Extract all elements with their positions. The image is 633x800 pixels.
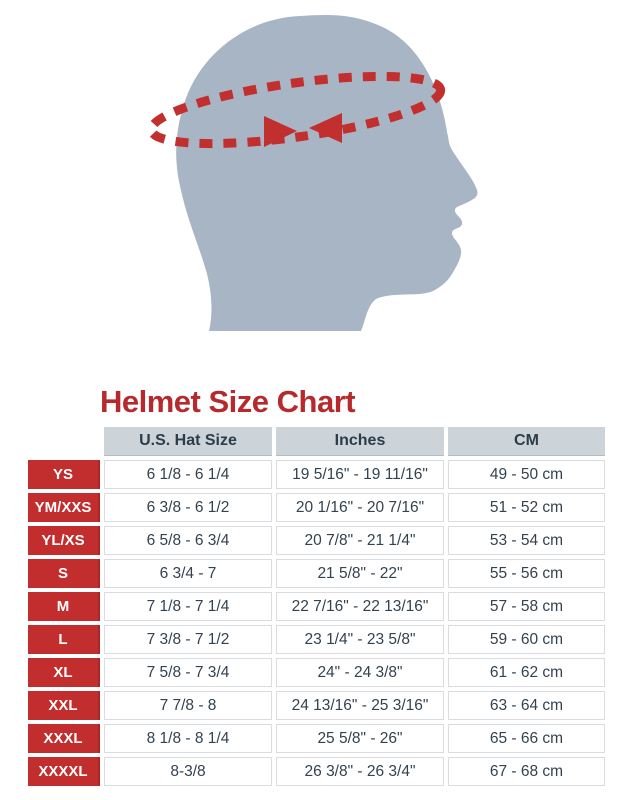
size-label-cell: YS	[28, 460, 100, 489]
inches-cell: 24" - 24 3/8"	[276, 658, 444, 687]
size-label-cell: L	[28, 625, 100, 654]
cm-cell: 63 - 64 cm	[448, 691, 605, 720]
inches-cell: 26 3/8" - 26 3/4"	[276, 757, 444, 786]
hat-size-cell: 6 3/8 - 6 1/2	[104, 493, 272, 522]
page-title: Helmet Size Chart	[100, 384, 356, 419]
size-label-cell: XXXL	[28, 724, 100, 753]
hat-size-cell: 6 1/8 - 6 1/4	[104, 460, 272, 489]
inches-cell: 20 7/8" - 21 1/4"	[276, 526, 444, 555]
hat-size-cell: 7 7/8 - 8	[104, 691, 272, 720]
hat-size-cell: 7 1/8 - 7 1/4	[104, 592, 272, 621]
hat-size-cell: 7 3/8 - 7 1/2	[104, 625, 272, 654]
cm-cell: 61 - 62 cm	[448, 658, 605, 687]
cm-cell: 49 - 50 cm	[448, 460, 605, 489]
inches-cell: 21 5/8" - 22"	[276, 559, 444, 588]
hat-size-cell: 6 3/4 - 7	[104, 559, 272, 588]
size-table	[28, 427, 605, 786]
column-header-us-hat-size: U.S. Hat Size	[104, 427, 272, 456]
size-label-cell: S	[28, 559, 100, 588]
inches-cell: 24 13/16" - 25 3/16"	[276, 691, 444, 720]
size-label-cell: XXXXL	[28, 757, 100, 786]
cm-cell: 55 - 56 cm	[448, 559, 605, 588]
inches-cell: 23 1/4" - 23 5/8"	[276, 625, 444, 654]
size-label-cell: YL/XS	[28, 526, 100, 555]
column-header-inches: Inches	[276, 427, 444, 456]
inches-cell: 25 5/8" - 26"	[276, 724, 444, 753]
head-silhouette	[176, 15, 477, 331]
inches-cell: 22 7/16" - 22 13/16"	[276, 592, 444, 621]
hat-size-cell: 8-3/8	[104, 757, 272, 786]
cm-cell: 65 - 66 cm	[448, 724, 605, 753]
cm-cell: 57 - 58 cm	[448, 592, 605, 621]
cm-cell: 53 - 54 cm	[448, 526, 605, 555]
cm-cell: 59 - 60 cm	[448, 625, 605, 654]
cm-cell: 67 - 68 cm	[448, 757, 605, 786]
table-corner-spacer	[28, 427, 100, 456]
size-label-cell: XXL	[28, 691, 100, 720]
inches-cell: 19 5/16" - 19 11/16"	[276, 460, 444, 489]
head-profile-illustration	[0, 0, 633, 382]
inches-cell: 20 1/16" - 20 7/16"	[276, 493, 444, 522]
hat-size-cell: 6 5/8 - 6 3/4	[104, 526, 272, 555]
hat-size-cell: 8 1/8 - 8 1/4	[104, 724, 272, 753]
cm-cell: 51 - 52 cm	[448, 493, 605, 522]
size-label-cell: M	[28, 592, 100, 621]
column-header-cm: CM	[448, 427, 605, 456]
hat-size-cell: 7 5/8 - 7 3/4	[104, 658, 272, 687]
size-label-cell: XL	[28, 658, 100, 687]
size-label-cell: YM/XXS	[28, 493, 100, 522]
